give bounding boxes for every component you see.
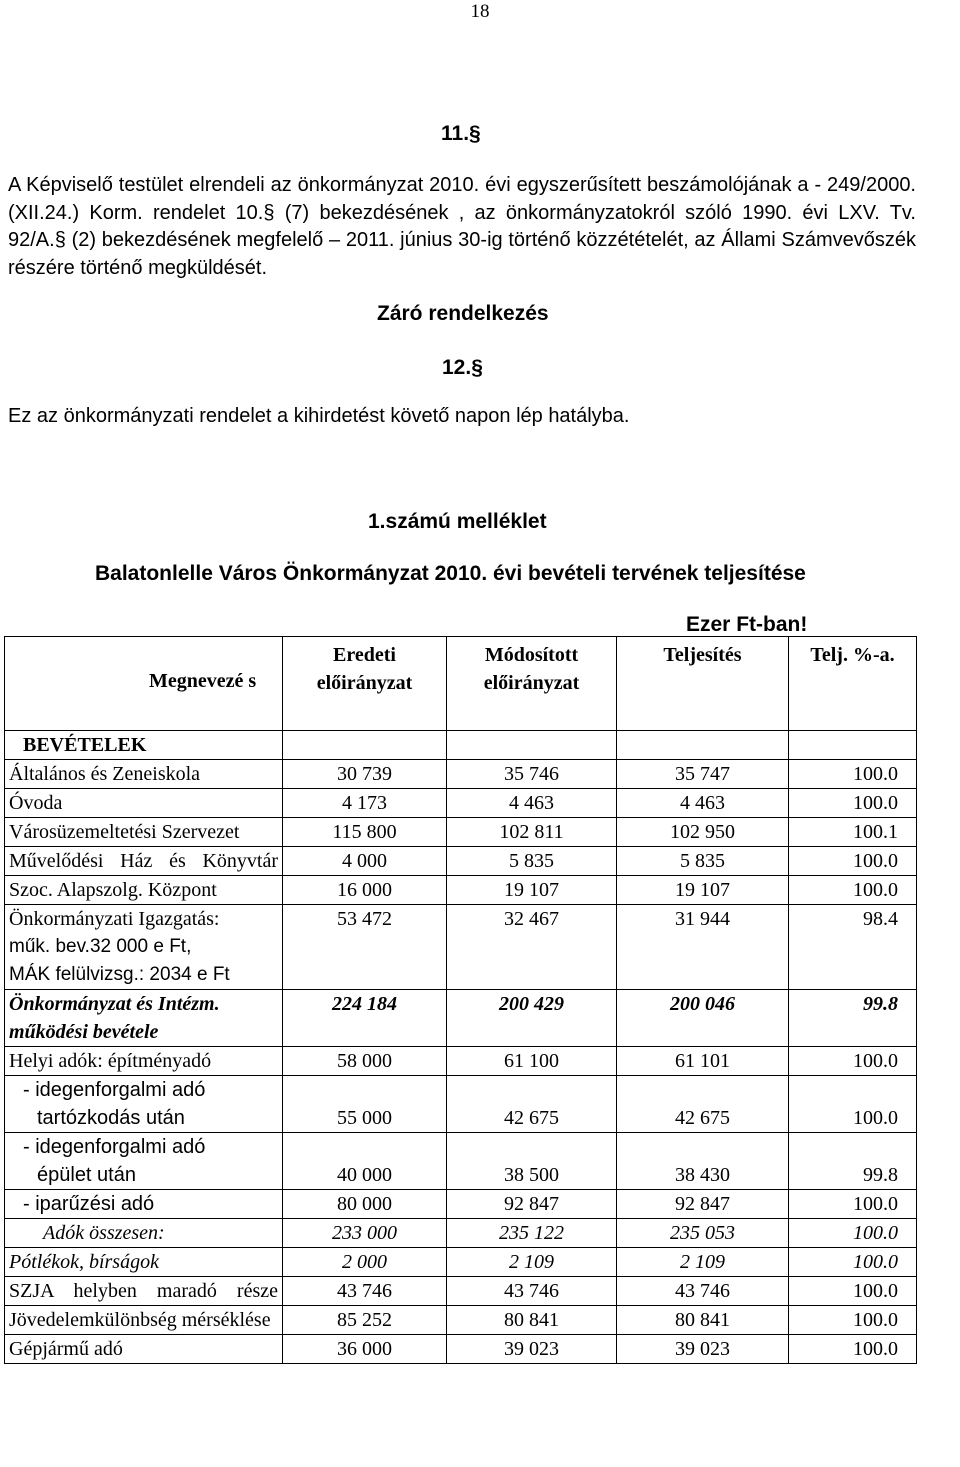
row-name: SZJA helyben maradó része (5, 1277, 283, 1306)
table-row (5, 760, 917, 789)
row-modified: 35 746 (447, 760, 617, 789)
table-row (5, 731, 917, 760)
row-actual: 42 675 (617, 1076, 789, 1133)
row-name-2: tartózkodás után (37, 1107, 185, 1129)
annex-subtitle: Balatonlelle Város Önkormányzat 2010. évi bevételi tervének teljesítése (95, 562, 806, 585)
row-name: Óvoda (5, 789, 283, 818)
header-name (5, 637, 283, 731)
section-12-text: Ez az önkormányzati rendelet a kihirdetést követő napon lép hatályba. (8, 405, 630, 427)
table-row (5, 847, 917, 876)
row-actual: 38 430 (617, 1133, 789, 1190)
row-actual: 35 747 (617, 760, 789, 789)
header-modified (447, 637, 617, 731)
row-pct: 100.1 (789, 818, 917, 847)
table-row (5, 1335, 917, 1364)
row-pct: 100.0 (789, 1306, 917, 1335)
table-header-row (5, 637, 917, 731)
row-original: 53 472 (283, 905, 447, 990)
row-original: 36 000 (283, 1335, 447, 1364)
row-original: 58 000 (283, 1047, 447, 1076)
row-name: Önkormányzat és Intézm. működési bevétele (5, 990, 283, 1047)
row-name-note-1: műk. bev.32 000 e Ft, (9, 936, 192, 957)
row-pct: 100.0 (789, 1219, 917, 1248)
table-row (5, 789, 917, 818)
row-original: 224 184 (283, 990, 447, 1047)
row-original: 40 000 (283, 1133, 447, 1190)
row-modified: 61 100 (447, 1047, 617, 1076)
section-11-heading: 11.§ (441, 122, 481, 145)
row-actual: 61 101 (617, 1047, 789, 1076)
row-actual: 43 746 (617, 1277, 789, 1306)
header-original (283, 637, 447, 731)
row-name-2: épület után (37, 1164, 136, 1186)
row-original: 4 000 (283, 847, 447, 876)
table-row (5, 1190, 917, 1219)
row-name-cell (5, 905, 283, 990)
row-actual: 102 950 (617, 818, 789, 847)
row-modified: 200 429 (447, 990, 617, 1047)
row-original: 30 739 (283, 760, 447, 789)
row-pct: 100.0 (789, 1076, 917, 1133)
row-original: 85 252 (283, 1306, 447, 1335)
row-pct: 100.0 (789, 847, 917, 876)
section-11-text: A Képviselő testület elrendeli az önkormányzat 2010. évi egyszerűsített beszámolójának a - 249/2000.(XII.24.) Korm. rendelet 10.§ (7) bekezdésének , az önkormányzatokról szóló 1990. évi LXV. Tv. 92/A.§ (2) bekezdésének megfelelő – 2011. június 30-ig történő közzétételét, az Állami Számvevőszék részére történő megküldését. (8, 174, 916, 279)
row-name-note-2: MÁK felülvizsg.: 2034 e Ft (9, 964, 230, 985)
table-row (5, 1248, 917, 1277)
row-pct: 100.0 (789, 1190, 917, 1219)
row-actual: 200 046 (617, 990, 789, 1047)
header-pct (789, 637, 917, 731)
row-name: Általános és Zeneiskola (5, 760, 283, 789)
table-row (5, 1277, 917, 1306)
table-row (5, 905, 917, 990)
row-name: - iparűzési adó (5, 1190, 283, 1219)
row-pct: 100.0 (789, 1335, 917, 1364)
table-row-subtotal (5, 990, 917, 1047)
row-original: 55 000 (283, 1076, 447, 1133)
section-label: BEVÉTELEK (5, 731, 283, 760)
row-actual: 5 835 (617, 847, 789, 876)
row-original: 43 746 (283, 1277, 447, 1306)
row-original: 4 173 (283, 789, 447, 818)
row-name-cell (5, 1133, 283, 1190)
row-original: 2 000 (283, 1248, 447, 1277)
row-original: 16 000 (283, 876, 447, 905)
row-name: Önkormányzati Igazgatás: (9, 908, 220, 930)
row-actual: 4 463 (617, 789, 789, 818)
row-name: - idegenforgalmi adó (23, 1136, 206, 1158)
page-number: 18 (470, 1, 490, 22)
row-name-cell (5, 1076, 283, 1133)
row-modified: 80 841 (447, 1306, 617, 1335)
header-original-text: Eredeti előirányzat (316, 644, 413, 694)
row-name: Gépjármű adó (5, 1335, 283, 1364)
section-12-heading: 12.§ (442, 356, 483, 379)
table-row-subtotal (5, 1219, 917, 1248)
unit-note: Ezer Ft-ban! (686, 613, 808, 636)
row-name: Városüzemeltetési Szervezet (5, 818, 283, 847)
row-modified: 92 847 (447, 1190, 617, 1219)
row-pct: 100.0 (789, 789, 917, 818)
row-name: Művelődési Ház és Könyvtár (5, 847, 283, 876)
row-name: Szoc. Alapszolg. Központ (5, 876, 283, 905)
row-actual: 31 944 (617, 905, 789, 990)
row-pct: 100.0 (789, 876, 917, 905)
row-pct: 99.8 (789, 990, 917, 1047)
row-original: 115 800 (283, 818, 447, 847)
row-pct: 100.0 (789, 1277, 917, 1306)
row-pct: 98.4 (789, 905, 917, 990)
closing-title: Záró rendelkezés (377, 302, 549, 325)
row-actual: 39 023 (617, 1335, 789, 1364)
row-pct: 100.0 (789, 1248, 917, 1277)
row-pct: 100.0 (789, 1047, 917, 1076)
row-modified: 4 463 (447, 789, 617, 818)
row-actual: 92 847 (617, 1190, 789, 1219)
header-modified-text: Módosított előirányzat (483, 644, 580, 694)
row-modified: 102 811 (447, 818, 617, 847)
row-modified: 235 122 (447, 1219, 617, 1248)
row-modified: 19 107 (447, 876, 617, 905)
row-actual: 19 107 (617, 876, 789, 905)
row-modified: 2 109 (447, 1248, 617, 1277)
header-name-text: Megnevezé s (149, 670, 257, 692)
row-pct: 99.8 (789, 1133, 917, 1190)
table-row (5, 1047, 917, 1076)
table-row (5, 1133, 917, 1190)
row-name: Jövedelemkülönbség mérséklése (5, 1306, 283, 1335)
table-row (5, 876, 917, 905)
row-modified: 32 467 (447, 905, 617, 990)
row-original: 233 000 (283, 1219, 447, 1248)
header-pct-text: Telj. %-a. (810, 644, 895, 666)
table-row (5, 1076, 917, 1133)
row-modified: 38 500 (447, 1133, 617, 1190)
row-name: Pótlékok, bírságok (5, 1248, 283, 1277)
header-actual-text: Teljesítés (663, 644, 742, 666)
row-name: Helyi adók: építményadó (5, 1047, 283, 1076)
row-name: - idegenforgalmi adó (23, 1079, 206, 1101)
row-modified: 43 746 (447, 1277, 617, 1306)
table-row (5, 818, 917, 847)
table-row (5, 1306, 917, 1335)
row-modified: 5 835 (447, 847, 617, 876)
row-actual: 2 109 (617, 1248, 789, 1277)
header-actual (617, 637, 789, 731)
annex-title: 1.számú melléklet (368, 510, 547, 533)
row-modified: 39 023 (447, 1335, 617, 1364)
row-actual: 235 053 (617, 1219, 789, 1248)
revenue-table (4, 636, 917, 1364)
row-modified: 42 675 (447, 1076, 617, 1133)
row-name: Adók összesen: (5, 1219, 283, 1248)
row-pct: 100.0 (789, 760, 917, 789)
row-original: 80 000 (283, 1190, 447, 1219)
row-actual: 80 841 (617, 1306, 789, 1335)
